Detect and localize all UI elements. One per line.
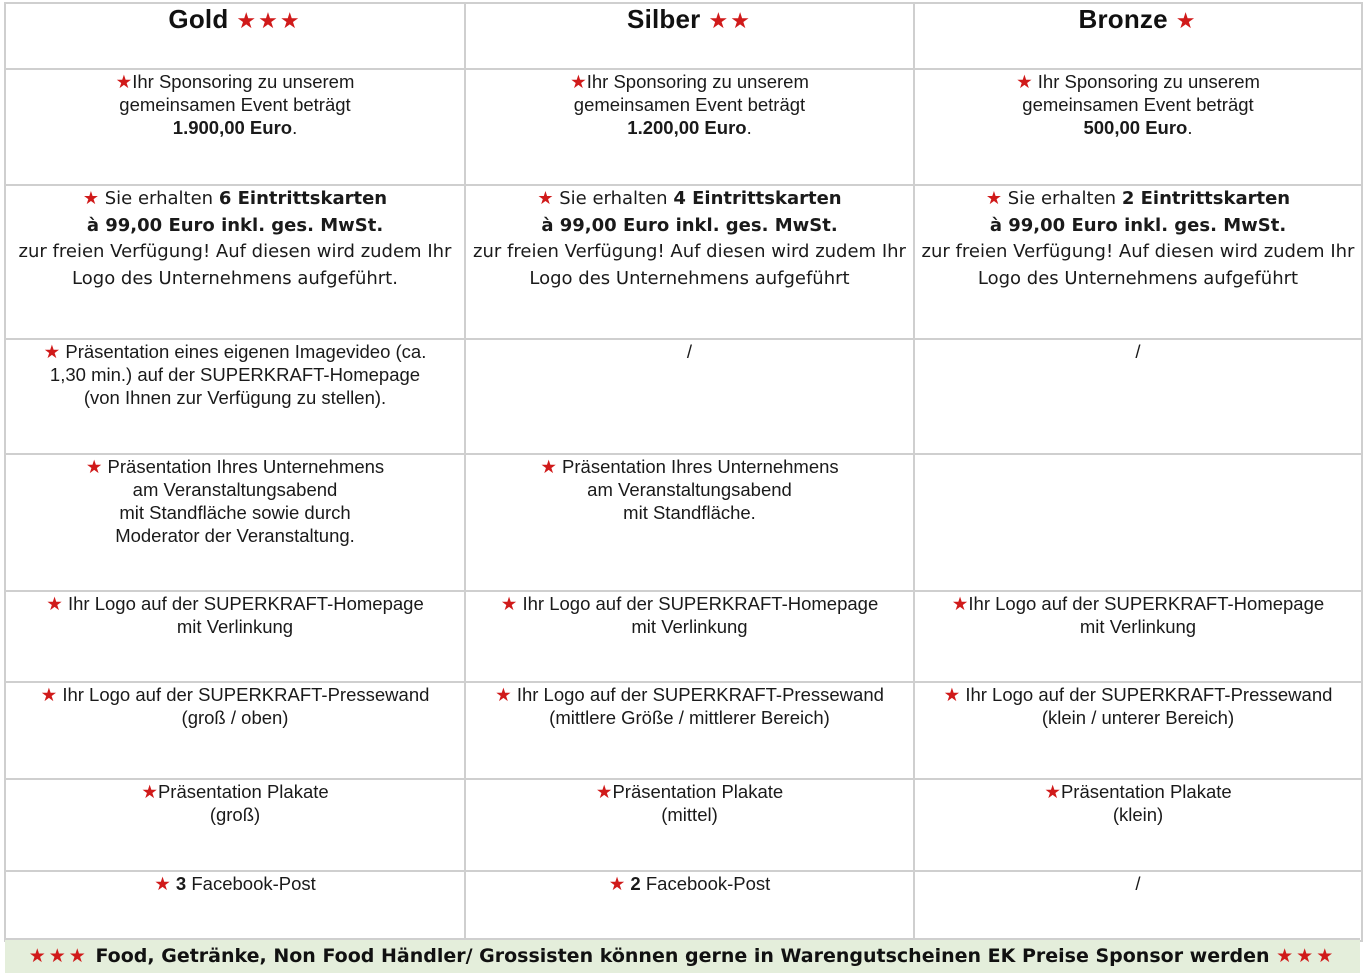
presentation-line2: am Veranstaltungsabend [587,479,792,500]
amount-period: . [292,117,298,138]
star-icon: ★ [500,593,518,614]
video-line2: 1,30 min.) auf der SUPERKRAFT-Homepage [49,364,421,385]
bronze-press-wall-cell [914,682,1362,779]
tickets-count-gold: 6 Eintrittskarten [218,188,388,209]
silver-posters-cell [465,779,914,871]
star-icon: ★ [943,684,961,705]
press-wall-line1: Ihr Logo auf der SUPERKRAFT-Pressewand [516,684,884,705]
footer-note [5,938,1360,973]
tickets-line4: Logo des Unternehmens aufgeführt [977,267,1299,289]
star-icon: ★ [40,684,58,705]
bronze-amount-cell [914,69,1362,185]
tier-name-bronze: Bronze [1078,4,1168,34]
posters-line1: Präsentation Plakate [612,781,784,802]
presentation-line1: Präsentation Ihres Unternehmens [107,456,385,477]
bronze-logo-homepage-cell [914,591,1362,682]
posters-line2: (klein) [1112,804,1164,825]
presentation-line3: mit Standfläche sowie durch [119,502,351,523]
presentation-row [5,454,1362,591]
press-wall-row [5,682,1362,779]
amount-period: . [746,117,752,138]
star-icon: ★ [43,341,61,362]
tier-name-silver: Silber [627,4,701,34]
amount-line2: gemeinsamen Event beträgt [119,94,351,115]
amount-value-gold: 1.900,00 Euro [172,117,293,138]
bronze-tickets-cell [914,185,1362,339]
amount-value-silver: 1.200,00 Euro [627,117,747,138]
star-icon: ★★ [708,8,752,33]
tickets-prefix: Sie erhalten [1007,188,1117,209]
posters-line2: (groß) [209,804,261,825]
press-wall-line1: Ihr Logo auf der SUPERKRAFT-Pressewand [62,684,430,705]
star-icon: ★ [82,188,99,209]
tier-name-gold: Gold [168,4,229,34]
posters-line2: (mittel) [661,804,718,825]
gold-posters-cell [5,779,465,871]
amount-line1: Ihr Sponsoring zu unserem [1037,71,1260,92]
facebook-row [5,871,1362,941]
amount-value-bronze: 500,00 Euro [1083,117,1188,138]
gold-amount-cell [5,69,465,185]
logo-homepage-line2: mit Verlinkung [176,616,294,637]
tickets-count-bronze: 2 Eintrittskarten [1121,188,1291,209]
bronze-header [914,3,1362,69]
silver-amount-cell [465,69,914,185]
press-wall-line2: (klein / unterer Bereich) [1041,707,1235,728]
tickets-line3: zur freien Verfügung! Auf diesen wird zudem Ihr [18,241,452,262]
silver-presentation-cell [465,454,914,591]
star-icon: ★ [951,593,969,614]
amount-line1: Ihr Sponsoring zu unserem [586,71,809,92]
bronze-video-cell [914,339,1362,454]
gold-tickets-cell [5,185,465,339]
video-line1: Präsentation eines eigenen Imagevideo (ca. [65,341,427,362]
facebook-count-silver: 2 [630,873,641,894]
amount-line2: gemeinsamen Event beträgt [1022,94,1254,115]
presentation-line1: Präsentation Ihres Unternehmens [562,456,839,477]
tickets-price: à 99,00 Euro inkl. ges. MwSt. [86,214,384,236]
sponsoring-table [4,2,1363,942]
star-icon: ★ [495,684,512,705]
tier-header-row [5,3,1362,69]
not-included-mark: / [1135,873,1141,894]
star-icon: ★ [85,456,103,477]
amount-line2: gemeinsamen Event beträgt [573,94,806,115]
silver-logo-homepage-cell [465,591,914,682]
tickets-price: à 99,00 Euro inkl. ges. MwSt. [989,214,1287,236]
facebook-count-gold: 3 [175,873,187,894]
star-icon: ★★★ [236,8,302,33]
star-icon: ★ [154,873,171,894]
tickets-count-silver: 4 Eintrittskarten [673,188,842,209]
footer-text: Food, Getränke, Non Food Händler/ Grossisten können gerne in Warengutscheinen EK Preise Sponsor werden [95,945,1270,967]
logo-homepage-line1: Ihr Logo auf der SUPERKRAFT-Homepage [67,593,424,614]
gold-video-cell [5,339,465,454]
posters-line1: Präsentation Plakate [1060,781,1232,802]
star-icon: ★ [537,188,554,209]
star-icon: ★ [540,456,557,477]
tickets-prefix: Sie erhalten [559,188,668,209]
press-wall-line2: (mittlere Größe / mittlerer Bereich) [549,707,830,728]
bronze-posters-cell [914,779,1362,871]
bronze-facebook-cell [914,871,1362,941]
logo-homepage-line2: mit Verlinkung [1079,616,1197,637]
presentation-line3: mit Standfläche. [623,502,756,523]
video-row [5,339,1362,454]
star-icon: ★ [141,781,158,802]
star-icon: ★★★ [1276,945,1337,967]
gold-press-wall-cell [5,682,465,779]
star-icon: ★ [1016,71,1033,92]
silver-tickets-cell [465,185,914,339]
amount-row [5,69,1362,185]
not-included-mark: / [686,341,693,362]
presentation-line4: Moderator der Veranstaltung. [115,525,355,546]
tickets-line4: Logo des Unternehmens aufgeführt. [72,267,398,289]
star-icon: ★ [608,873,626,894]
gold-header [5,3,465,69]
tickets-price: à 99,00 Euro inkl. ges. MwSt. [541,214,838,236]
presentation-line2: am Veranstaltungsabend [132,479,338,500]
amount-period: . [1187,117,1193,138]
logo-homepage-line2: mit Verlinkung [631,616,748,637]
logo-homepage-row [5,591,1362,682]
tickets-prefix: Sie erhalten [104,188,214,209]
press-wall-line1: Ihr Logo auf der SUPERKRAFT-Pressewand [965,684,1333,705]
star-icon: ★ [595,781,613,802]
star-icon: ★★★ [28,945,89,967]
gold-logo-homepage-cell [5,591,465,682]
video-line3: (von Ihnen zur Verfügung zu stellen). [83,387,387,408]
gold-presentation-cell [5,454,465,591]
amount-line1: Ihr Sponsoring zu unserem [132,71,355,92]
star-icon: ★ [46,593,63,614]
bronze-presentation-cell [914,454,1362,591]
gold-facebook-cell [5,871,465,941]
posters-line1: Präsentation Plakate [157,781,329,802]
star-icon: ★ [115,71,133,92]
tickets-line3: zur freien Verfügung! Auf diesen wird zudem Ihr [921,241,1355,262]
logo-homepage-line1: Ihr Logo auf der SUPERKRAFT-Homepage [968,593,1325,614]
silver-facebook-cell [465,871,914,941]
star-icon: ★ [1044,781,1061,802]
facebook-label: Facebook-Post [645,873,771,894]
tickets-line4: Logo des Unternehmens aufgeführt [529,267,850,289]
star-icon: ★ [1175,8,1198,33]
press-wall-line2: (groß / oben) [181,707,289,728]
silver-header [465,3,914,69]
silver-press-wall-cell [465,682,914,779]
tickets-row [5,185,1362,339]
silver-video-cell [465,339,914,454]
logo-homepage-line1: Ihr Logo auf der SUPERKRAFT-Homepage [522,593,879,614]
star-icon: ★ [570,71,587,92]
star-icon: ★ [985,188,1002,209]
not-included-mark: / [1135,341,1141,362]
facebook-label: Facebook-Post [191,873,316,894]
posters-row [5,779,1362,871]
tickets-line3: zur freien Verfügung! Auf diesen wird zudem Ihr [473,241,906,262]
